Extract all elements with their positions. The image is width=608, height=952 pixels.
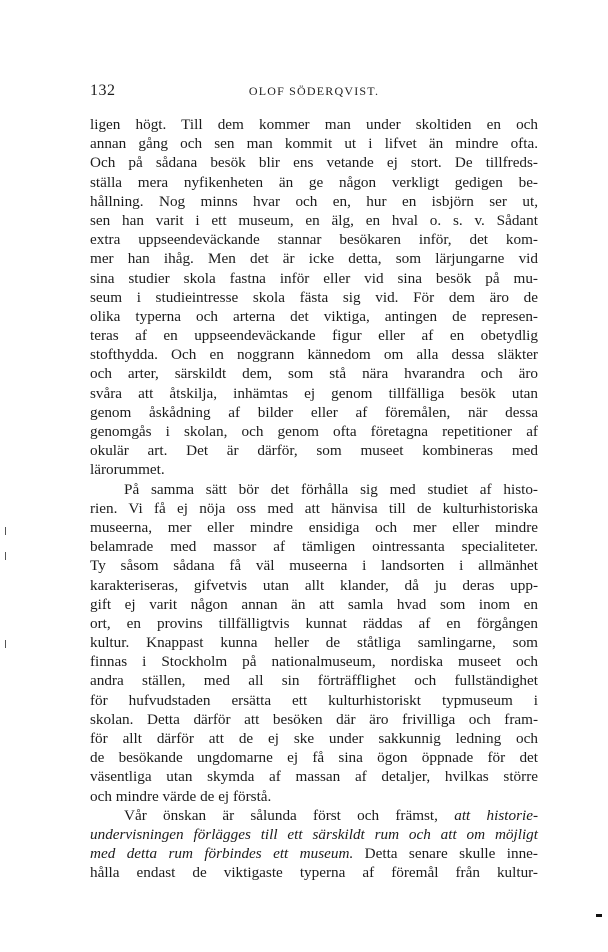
running-head: OLOF SÖDERQVIST.: [248, 84, 380, 98]
text-line: rien. Vi få ej nöja oss med att hänvisa till de kulturhistoriska: [90, 499, 538, 517]
text-line: och arter, särskildt dem, som stå nära hvarandra och äro: [90, 365, 538, 383]
text-line: och mindre värde de ej förstå.: [90, 787, 272, 805]
text-line: annan gång och sen man kommit ut i lifvet än mindre ofta.: [90, 135, 538, 153]
text-line: belamrade med massor af tämligen ointressanta specialiteter.: [90, 538, 538, 556]
text-line: extra uppseendeväckande stannar besökaren inför, det kom-: [90, 231, 538, 249]
text-line: lärorummet.: [90, 461, 165, 479]
text-line: de besökande ungdomarne ej få sina ögon öppnade för det: [90, 749, 538, 767]
italic-run: undervisningen förlägges till ett särskildt rum och att om möjligt: [90, 825, 538, 843]
body-text: [90, 115, 538, 883]
text-line: hållning. Nog minns hvar och en, hur en isbjörn ser ut,: [90, 192, 538, 210]
page-header: [90, 82, 538, 102]
text-line: genom åskådning af bilder eller af föremålen, när dessa: [90, 403, 538, 421]
text-line: [90, 825, 538, 844]
text-line: genomgås i skolan, och genom ofta företagna repetitioner af: [90, 423, 538, 440]
scan-mark: [5, 552, 6, 560]
text-line: olika typerna och arterna det viktiga, antingen de represen-: [90, 307, 538, 325]
text-line: ort, en provins tillfälligtvis kunnat räddas af en förgången: [90, 614, 538, 632]
scan-mark: [5, 527, 6, 535]
text-line: för allt därför att de ej ske under sakkunnig ledning och: [90, 730, 538, 747]
text-line: mer han ihåg. Men det är icke detta, som lärjungarne vid: [90, 250, 538, 268]
text-line: svåra att åtskilja, inhämtas ej genom tillfälliga besök utan: [90, 384, 538, 402]
text-line: Och på sådana besök blir ens vetande ej stort. De tillfreds-: [90, 154, 538, 172]
text-line: sina studier skola fastna inför eller vid sina besök på mu-: [90, 269, 538, 287]
text-line: ställa mera nyfikenheten än ge någon verkligt gedigen be-: [90, 173, 538, 191]
text-line: kultur. Knappast kunna heller de ståtliga samlingarne, som: [90, 634, 538, 652]
text-line: museerna, mer eller mindre ensidiga och mer eller mindre: [90, 518, 538, 536]
text-line: seum i studieintresse skola fästa sig vid. För dem äro de: [90, 288, 538, 306]
text-line: skolan. Detta därför att besöken där äro frivilliga och fram-: [90, 710, 538, 728]
page-number: 132: [90, 82, 116, 99]
scan-mark: [596, 914, 602, 917]
text-line: karakteriseras, gifvetvis utan allt klander, då ju deras upp-: [90, 576, 538, 594]
italic-run: med detta rum förbindes ett museum.: [90, 845, 354, 863]
text-line: väsentliga utan skymda af massan af detaljer, hvilkas större: [90, 768, 538, 786]
text-line: [90, 844, 538, 863]
text-line: hålla endast de viktigaste typerna af föremål från kultur-: [90, 864, 538, 882]
text-run: Vår önskan är sålunda först och främst,: [124, 806, 455, 824]
text-run: Detta senare skulle inne-: [353, 845, 538, 863]
text-line: andra ställen, med all sin förträfflighet och fullständighet: [90, 672, 538, 690]
text-line: Ty såsom sådana få väl museerna i landsorten i allmänhet: [90, 557, 538, 575]
text-line: På samma sätt bör det förhålla sig med studiet af histo-: [124, 480, 538, 498]
text-line: sen han varit i ett museum, en älg, en hval o. s. v. Sådant: [90, 211, 538, 229]
text-line: teras af en uppseendeväckande figur eller af en obetydlig: [90, 327, 538, 345]
text-line: för hufvudstaden ersätta ett kulturhistoriskt typmuseum i: [90, 691, 538, 709]
text-line: [90, 806, 538, 825]
text-line: stofthydda. Och en noggrann kännedom om alla dessa släkter: [90, 346, 538, 364]
text-line: ligen högt. Till dem kommer man under skoltiden en och: [90, 116, 538, 133]
italic-run: att historie-: [454, 806, 539, 824]
scan-mark: [5, 640, 6, 648]
text-line: okulär art. Det är därför, som museet kombineras med: [90, 442, 538, 460]
text-line: finnas i Stockholm på nationalmuseum, nordiska museet och: [90, 653, 538, 671]
text-line: gift ej varit någon annan än att samla hvad som inom en: [90, 595, 538, 613]
